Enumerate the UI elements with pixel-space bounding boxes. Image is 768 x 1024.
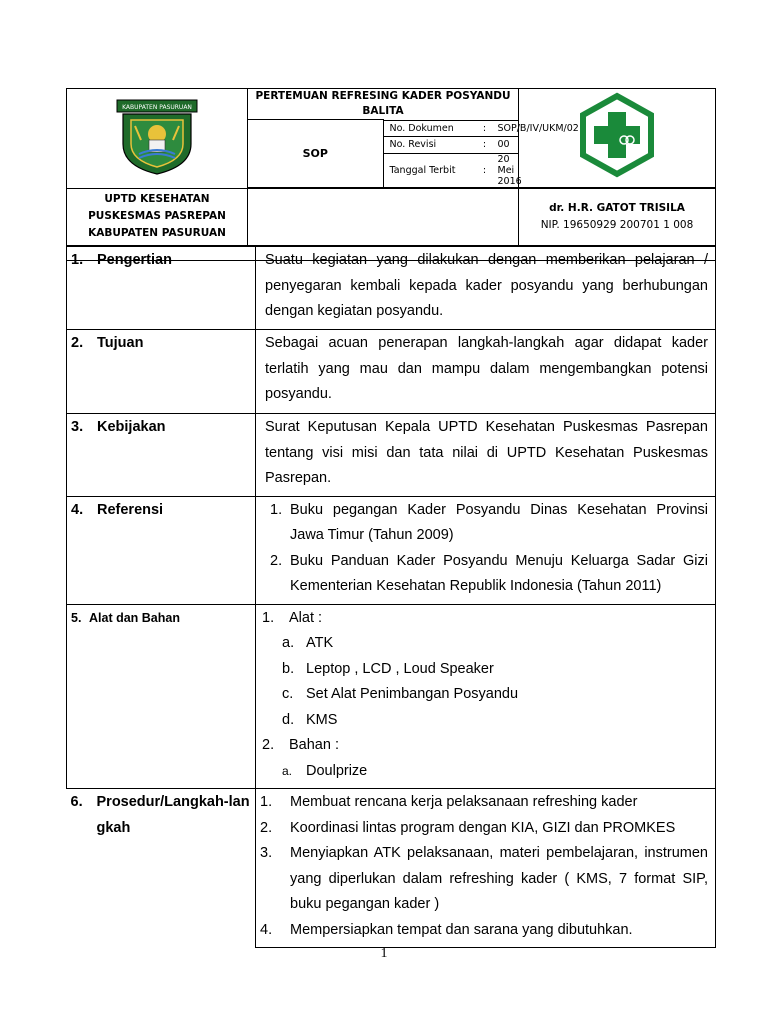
list-item: c. Set Alat Penimbangan Posyandu [282, 686, 519, 702]
section-text: Suatu kegiatan yang dilakukan dengan memberikan pelajaran / penyegaran kembali kepada kader posyandu yang berhubungan dengan kegiatan posyandu. [256, 247, 716, 330]
page-number: 1 [380, 946, 388, 961]
sop-header-table [66, 88, 716, 261]
list-item: b. Leptop , LCD , Loud Speaker [282, 660, 494, 677]
title-meta-cell [248, 89, 579, 188]
section-text: Sebagai acuan penerapan langkah-langkah agar didapat kader terlatih yang mau dan mampu dalam mengembangkan potensi posyandu. [256, 330, 716, 414]
section-list [256, 789, 716, 948]
section-list [256, 604, 716, 789]
section-row [67, 496, 716, 604]
puskesmas-logo-cell [519, 89, 716, 188]
list-item: 2. Buku Panduan Kader Posyandu Menuju Keluarga Sadar Gizi Kementerian Kesehatan Republik Indonesia (Tahun 2011) [270, 552, 708, 594]
section-label: 2. Tujuan [67, 330, 256, 414]
section-row [67, 789, 716, 948]
head-nip: NIP. 19650929 200701 1 008 [540, 218, 694, 231]
section-row [67, 414, 716, 497]
section-label: 3. Kebijakan [67, 414, 256, 497]
list-item: a. ATK [282, 635, 334, 651]
organization-name: UPTD KESEHATAN PUSKESMAS PASREPAN KABUPATEN PASURUAN [67, 188, 248, 245]
list-item: 1. Membuat rencana kerja pelaksanaan refreshing kader [260, 794, 638, 810]
document-title: PERTEMUAN REFRESING KADER POSYANDU BALITA [255, 90, 511, 117]
document-meta [384, 120, 579, 187]
head-signature-block [519, 188, 716, 245]
list-item: 2. Bahan : [262, 737, 339, 753]
section-text: Surat Keputusan Kepala UPTD Kesehatan Puskesmas Pasrepan tentang visi misi dan tata nilai di UPTD Kesehatan Puskesmas Pasrepan. [256, 414, 716, 497]
list-item: 1. Alat : [262, 609, 323, 626]
head-name: dr. H.R. GATOT TRISILA [549, 201, 685, 214]
list-item: 2. Koordinasi lintas program dengan KIA, GIZI dan PROMKES [260, 819, 676, 836]
sop-content-table [66, 246, 716, 948]
regency-emblem-icon [105, 96, 209, 176]
section-label: 1. Pengertian [67, 247, 256, 330]
list-item: 4. Mempersiapkan tempat dan sarana yang dibutuhkan. [260, 921, 633, 938]
svg-text:KABUPATEN PASURUAN: KABUPATEN PASURUAN [122, 103, 192, 111]
section-label: 4. Referensi [67, 496, 256, 604]
section-label: 6. Prosedur/Langkah-langkah [70, 794, 250, 836]
section-list [256, 496, 716, 604]
puskesmas-logo-icon [574, 92, 660, 178]
sop-label: SOP [248, 120, 383, 187]
list-item: 3. Menyiapkan ATK pelaksanaan, materi pembelajaran, instrumen yang diperlukan dalam refreshing kader ( KMS, 7 format SIP, buku pegangan kader ) [260, 845, 708, 912]
section-row [67, 247, 716, 330]
section-label: 5. Alat dan Bahan [67, 604, 256, 789]
list-item: a. Doulprize [282, 762, 368, 779]
meta-row: No. Dokumen : SOP/B/IV/UKM/02 [384, 120, 519, 137]
section-row [67, 604, 716, 789]
section-row [67, 330, 716, 414]
meta-row: Tanggal Terbit : 20 Mei 2016 [384, 153, 519, 187]
meta-row: No. Revisi : 00 [384, 137, 519, 154]
list-item: d. KMS [282, 711, 338, 728]
signature-space [248, 188, 519, 245]
list-item: 1. Buku pegangan Kader Posyandu Dinas Kesehatan Provinsi Jawa Timur (Tahun 2009) [270, 501, 708, 543]
regency-logo-cell [67, 89, 248, 189]
